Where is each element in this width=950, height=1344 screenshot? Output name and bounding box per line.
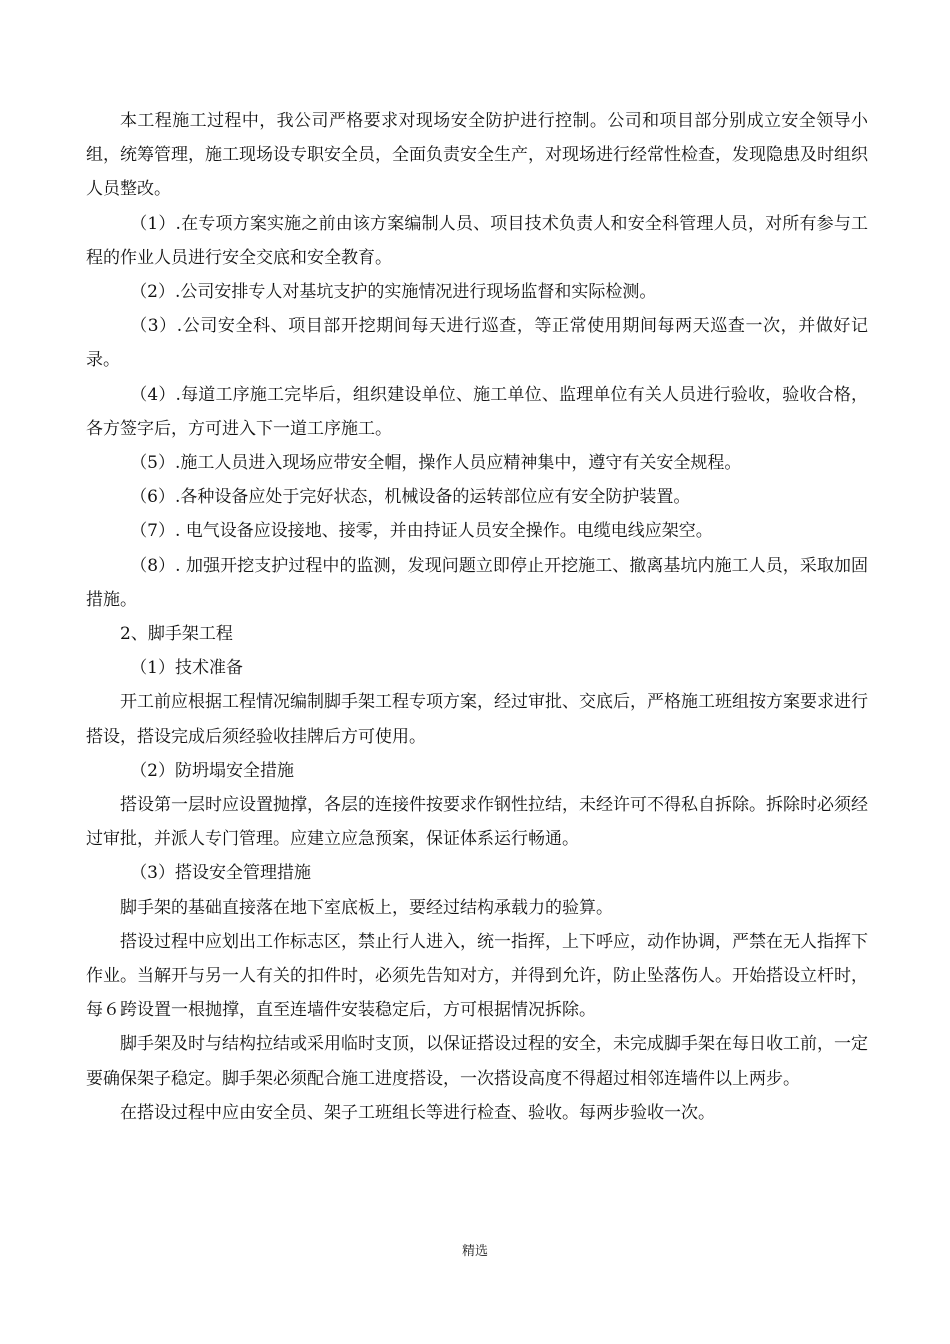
paragraph: 搭设第一层时应设置抛撑，各层的连接件按要求作钢性拉结，未经许可不得私自拆除。拆除时必须经过审批，并派人专门管理。应建立应急预案，保证体系运行畅通。	[86, 795, 868, 850]
list-item: （2）.公司安排专人对基坑支护的实施情况进行现场监督和实际检测。	[130, 282, 657, 303]
list-item: （5）.施工人员进入现场应带安全帽，操作人员应精神集中，遵守有关安全规程。	[130, 453, 742, 474]
paragraph: 脚手架及时与结构拉结或采用临时支顶，以保证搭设过程的安全，未完成脚手架在每日收工前，一定要确保架子稳定。脚手架必须配合施工进度搭设，一次搭设高度不得超过相邻连墙件以上两步。	[86, 1034, 868, 1089]
list-item: （7）. 电气设备应设接地、接零，并由持证人员安全操作。电缆电线应架空。	[130, 521, 713, 542]
subsection-heading: （3）搭设安全管理措施	[130, 863, 312, 884]
list-item: （8）. 加强开挖支护过程中的监测，发现问题立即停止开挖施工、撤离基坑内施工人员，采取加固措施。	[86, 555, 868, 610]
list-item: （1）.在专项方案实施之前由该方案编制人员、项目技术负责人和安全科管理人员，对所有参与工程的作业人员进行安全交底和安全教育。	[86, 213, 868, 268]
paragraph: 本工程施工过程中，我公司严格要求对现场安全防护进行控制。公司和项目部分别成立安全领导小组，统筹管理，施工现场设专职安全员，全面负责安全生产，对现场进行经常性检查，发现隐患及时组织人员整改。	[86, 111, 868, 200]
subsection-heading: （1）技术准备	[130, 658, 244, 679]
list-item: （3）.公司安全科、项目部开挖期间每天进行巡查，等正常使用期间每两天巡查一次，并做好记录。	[86, 316, 868, 371]
paragraph: 搭设过程中应划出工作标志区，禁止行人进入，统一指挥，上下呼应，动作协调，严禁在无人指挥下作业。当解开与另一人有关的扣件时，必须先告知对方，并得到允许，防止坠落伤人。开始搭设立杆时，每６跨设置一根抛撑，直至连墙件安装稳定后，方可根据情况拆除。	[86, 931, 868, 1021]
page-footer: 精选	[461, 1244, 488, 1259]
section-heading: 2、脚手架工程	[120, 624, 233, 645]
document-body	[86, 104, 868, 1130]
paragraph: 开工前应根据工程情况编制脚手架工程专项方案，经过审批、交底后，严格施工班组按方案要求进行搭设，搭设完成后须经验收挂牌后方可使用。	[86, 692, 868, 747]
paragraph: 脚手架的基础直接落在地下室底板上，要经过结构承载力的验算。	[120, 897, 613, 918]
paragraph: 在搭设过程中应由安全员、架子工班组长等进行检查、验收。每两步验收一次。	[120, 1102, 715, 1123]
list-item: （6）.各种设备应处于完好状态，机械设备的运转部位应有安全防护装置。	[130, 487, 691, 508]
list-item: （4）.每道工序施工完毕后，组织建设单位、施工单位、监理单位有关人员进行验收，验收合格，各方签字后，方可进入下一道工序施工。	[86, 384, 868, 439]
subsection-heading: （2）防坍塌安全措施	[130, 760, 295, 781]
